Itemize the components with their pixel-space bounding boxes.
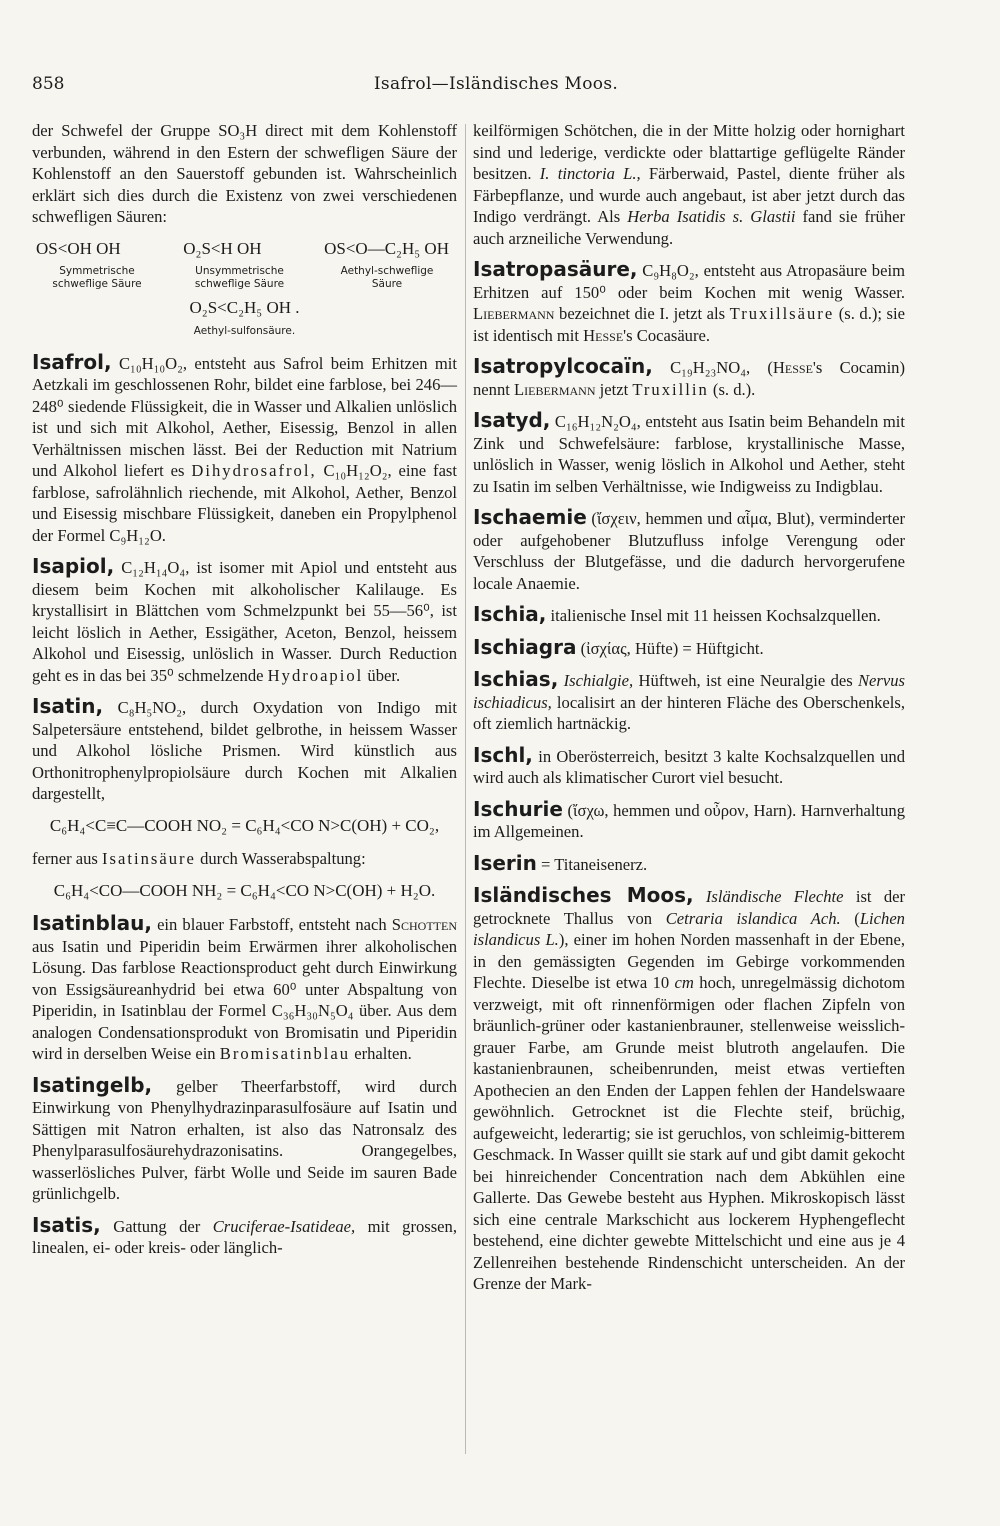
formula-captions [32,265,457,291]
author-name: Hesse [772,358,813,377]
entry-text: C₁₀H₁₀O₂, entsteht aus Safrol beim Erhitzen mit Aetzkali im geschlossenen Rohr, bildet eine farblose, bei 246—248⁰ siedende Flüssigkeit, die in Wasser und Alkalien unlöslich ist und sich mit Alkohol, Aether, Eisessig, Benzol in allen Verhältnissen mischen lässt. Bei der Reduction mit Natrium und Alkohol liefert es [32,353,457,480]
entry-text: mit grossen, linealen, ei- oder kreis- oder länglich- [32,1216,457,1257]
headword: Isatropasäure, [473,257,638,281]
entry-text: Hüftweh, ist eine Neuralgie des [633,671,858,690]
formula-sulfon: O₂S<C₂H₅ OH . [189,298,300,317]
entry-text: durch Wasserabspaltung: [195,849,366,868]
entry-text: C₁₆H₁₂N₂O₄, entsteht aus Isatin beim Behandeln mit Zink und Schwefelsäure: farblose, krystallinische Masse, unlöslich in Wasser, wenig löslich in Alkohol und Aether, steht zu Isatin im selben Verhältnisse, wie Indigweiss zu Indigblau. [473,412,905,496]
entry-text: = Titaneisenerz. [536,854,648,874]
entry-isapiol [32,556,457,686]
caption-symmetric: Symmetrische schweflige Säure [52,265,142,290]
headword: Iserin [473,850,537,875]
entry-text: keilförmigen Schötchen, die in der Mitte holzig oder hornighart sind und lederige, verdickte oder blattartige geflügelte Ränder besitzen. [473,121,905,183]
entry-text: aus Isatin und Piperidin beim Erwärmen ihrer alkoholischen Lösung. Das farblose Reactionsproduct geht durch Einwirkung von Essigsäureanhydrid bei etwa 60⁰ unter Abspaltung von Piperidin, in Isatinblau der Formel C₃₆H₃₀N₅O₄ über. Aus dem analogen Condensationsprodukt von Bromisatin und Piperidin wird in derselben Weise ein [32,936,457,1063]
headword: Ischias, [473,667,559,691]
author-name: Liebermann [473,304,555,323]
entry-text: (s. d.); sie ist identisch mit [473,304,905,345]
entry-iserin [473,850,905,876]
formula-symmetric: OS<OH OH [36,238,121,258]
entry-text: gelber Theerfarbstoff, wird durch Einwirkung von Phenylhydrazinparasulfosäure auf Isatin und Sättigen mit Natron erhalten, ist also das Natronsalz des Phenylparasulfosäurehydrazonisatins. Orangegelbes, wasserlösliches Pulver, färbt Wolle und Seide im sauren Bade grünlichgelb. [32,1076,457,1203]
italic-term: Isländische Flechte [705,887,844,906]
spaced-term: Bromisatinblau [219,1044,351,1063]
italic-term: cm [674,973,694,992]
entry-text: ferner aus [32,849,103,868]
intro-paragraph: der Schwefel der Gruppe SO₃H direct mit dem Kohlenstoff verbunden, während in den Estern der schwefligen Säure der Kohlenstoff an den Sauerstoff gebunden ist. Wahrscheinlich erklärt sich dies durch die Existenz von zwei verschiedenen schwefligen Säuren: [32,121,457,226]
italic-term: Cruciferae-Isatideae, [212,1216,356,1236]
headword: Isatingelb, [32,1072,153,1097]
entry-isatis [32,1212,457,1259]
entry-ischiagra [473,634,905,660]
entry-text: (ἴσχειν, hemmen und αἷμα, Blut), verminderter oder aufgehobener Blutzufluss infolge Verengung oder Verschluss der Blutgefässe, und die dadurch hervorgerufene locale Anaemie. [473,509,905,593]
headword: Ischaemie [473,505,587,529]
headword: Ischia, [473,602,547,626]
entry-text: (ἴσχω, hemmen und οὖρον, Harn). Harnverhaltung im Allgemeinen. [473,800,905,841]
caption-sulfon: Aethyl-sulfonsäure. [193,324,296,337]
entry-text: bezeichnet die I. jetzt als [554,304,730,323]
headword: Isatinblau, [32,911,152,935]
entry-text: ( [840,908,860,928]
entry-text: (ἰσχίας, Hüfte) = Hüftgicht. [576,638,764,658]
spaced-term: Dihydrosafrol, [191,461,317,480]
formula-block [32,238,457,260]
entry-text: 's Cocasäure. [623,325,711,345]
italic-term: Lichen islandicus L. [473,908,905,949]
headword: Ischl, [473,742,533,767]
italic-term: I. tinctoria L., [539,164,641,183]
entry-isatingelb [32,1072,457,1205]
entry-isatropylcocain [473,356,905,400]
entry-text: ein blauer Farbstoff, entsteht nach [152,915,392,934]
entry-text: ist der getrocknete Thallus von [473,887,906,928]
entry-text: C₁₀H₁₂O₂, eine fast farblose, safrolähnlich riechende, mit Alkohol, Aether, Benzol und Eisessig mischbare Flüssigkeit, daneben ein Propylphenol der Formel C₉H₁₂O. [32,461,457,545]
entry-ischias [473,669,905,735]
entry-ischurie [473,796,905,843]
entry-text [694,887,706,906]
entry-ischl [473,742,905,789]
right-column [473,120,905,1305]
spaced-term: Truxillsäure [729,304,835,323]
running-head: Isafrol—Isländisches Moos. [373,74,619,94]
entry-text: C₁₉H₂₃NO₄, ( [652,358,773,377]
headword: Isatin, [32,694,104,718]
headword: Isapiol, [32,554,115,578]
author-name: Hesse [583,325,624,345]
entry-text: localisirt an der hinteren Fläche des Oberschenkels, oft ziemlich hartnäckig. [473,692,905,733]
entry-text: Gattung der [100,1216,213,1236]
entry-isafrol [32,349,457,547]
page-number: 858 [32,74,65,94]
entry-text: hoch, unregelmässig dichotom verzweigt, mit oft rinnenförmigen oder flachen Zipfeln von bräunlich-grüner oder kastanienbrauner, stellenweise weisslich-grauer Farbe, am Grunde meist blutroth angelaufen. Die kastanienbraunen, scheibenrunden, meist etwas vertieften Apothecien an den Enden der Lappen fehlen der Handelswaare gewöhnlich. Getrocknet ist die Flechte steif, brüchig, aufgeweicht, lederartig; sie ist geruchlos, von schleimig-bitterem Geschmack. In Wasser quillt sie stark auf und gibt damit gekocht bei hinreichender Concentration nach dem Abkühlen eine Gallerte. Das Gewebe besteht aus Hyphen. Mikroskopisch lässt sich eine centrale Markschicht aus lockerem Hyphengeflecht bestehend, eine dichter gewebte Mittelschicht und eine aus je 4 Zellenreihen bestehende Rindenschicht unterscheiden. An der Grenze der Mark- [473,973,905,1293]
entry-isatyd [473,410,905,497]
italic-term: Cetraria islandica Ach. [665,908,841,928]
entry-text: ), einer im hohen Norden massenhaft in der Ebene, in den gemässigten Gegenden im Gebirge vorkommenden Flechte. Dieselbe ist etwa 10 [473,930,905,992]
equation-2: C₆H₄<CO—COOH NH₂ = C₆H₄<CO N>C(OH) + H₂O. [53,880,436,900]
headword: Isafrol, [32,349,112,374]
caption-unsymmetric: Unsymmetrische schweflige Säure [194,265,285,290]
entry-text: in Oberösterreich, besitzt 3 kalte Kochsalzquellen und wird auch als klimatischer Curort viel besucht. [473,746,905,787]
italic-term: Herba Isatidis s. Glastii [627,207,796,226]
headword: Isatyd, [473,408,551,432]
formula-unsymmetric: O₂S<H OH [183,238,262,258]
entry-isatin [32,696,457,805]
page-header [32,74,960,98]
author-name: Liebermann [514,379,596,399]
entry-isatinblau [32,913,457,1065]
entry-text: Färberwaid, Pastel, diente früher als Färbepflanze, und wurde auch angebaut, ist aber jetzt durch das Indigo verdrängt. Als [473,164,905,226]
equation-1: C₆H₄<C≡C—COOH NO₂ = C₆H₄<CO N>C(OH) + CO₂, [49,815,440,835]
entry-ischia [473,604,905,627]
author-name: Schotten [391,915,457,934]
headword: Ischurie [473,796,563,821]
formula-row [32,238,457,260]
entry-isatropasaeure [473,259,905,346]
entry-text: fand sie früher auch arzneiliche Verwendung. [473,207,906,248]
entry-islaendisches-moos [473,885,905,1295]
formula-aethyl: OS<O—C₂H₅ OH [324,238,449,258]
spaced-term: Isatinsäure [102,849,196,868]
italic-term: Ischialgie, [563,671,634,690]
italic-term: Nervus ischiadicus, [473,671,905,712]
entry-text: (s. d.). [708,379,756,399]
caption-aethyl: Aethyl-schweflige Säure [340,265,434,290]
spaced-term: Hydroapiol [267,665,364,685]
entry-isatin-cont [32,848,457,870]
entry-text: jetzt [595,379,633,399]
column-divider [465,124,466,1454]
headword: Isatis, [32,1212,101,1237]
entry-ischaemie [473,507,905,594]
entry-text: erhalten. [350,1044,412,1063]
entry-text: italienische Insel mit 11 heissen Kochsalzquellen. [546,606,881,625]
entry-text: C₈H₅NO₂, durch Oxydation von Indigo mit Salpetersäure entstehend, bildet gelbrothe, in heissem Wasser und Alkohol lösliche Prismen. Wird künstlich aus Orthonitrophenylpropiolsäure durch Kochen mit Alkalien dargestellt, [32,698,457,803]
left-column [32,120,457,1269]
headword: Isländisches Moos, [473,883,694,907]
entry-text: C₁₂H₁₄O₄, ist isomer mit Apiol und entsteht aus diesem beim Kochen mit alkoholischer Kalilauge. Es krystallisirt in Blättchen vom Schmelzpunkt bei 55—56⁰, ist leicht löslich in Aether, Essigäther, Aceton, Benzol, heissem Alkohol und Eisessig, unlöslich in Wasser. Durch Reduction geht es in das bei 35⁰ schmelzende [32,558,457,685]
headword: Ischiagra [473,634,577,659]
entry-text: C₉H₈O₂, entsteht aus Atropasäure beim Erhitzen auf 150⁰ oder beim Kochen mit wenig Wasser. [473,261,905,302]
entry-text: über. [363,665,401,685]
headword: Isatropylcocaïn, [473,354,653,378]
spaced-term: Truxillin [632,379,709,399]
entry-text: 's Cocamin) nennt [473,358,905,399]
entry-isatis-cont [473,120,905,249]
